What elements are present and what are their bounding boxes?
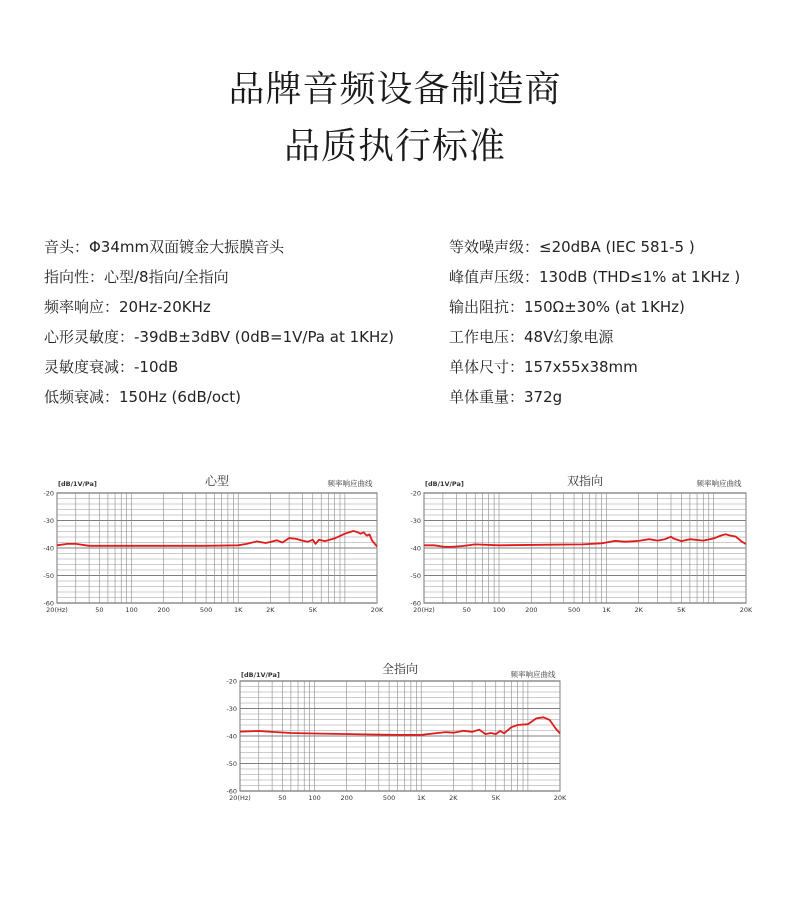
page-title: 品牌音频设备制造商 xyxy=(228,69,562,110)
spec-max-spl: 峰值声压级：130dB (THD≤1% at 1KHz ) xyxy=(449,268,741,286)
x-tick-label: 200 xyxy=(525,606,538,614)
x-tick-label: 200 xyxy=(157,606,170,614)
y-tick-label: -30 xyxy=(226,705,237,713)
x-tick-label: 1K xyxy=(602,606,611,614)
spec-capsule: 音头：Φ34mm双面镀金大振膜音头 xyxy=(44,238,285,256)
y-tick-label: -30 xyxy=(43,517,54,525)
x-tick-label: 200 xyxy=(340,794,353,802)
spec-low-cut: 低频衰减：150Hz (6dB/oct) xyxy=(44,388,241,406)
x-tick-label: 100 xyxy=(308,794,321,802)
x-tick-label: 20(Hz) xyxy=(229,794,251,802)
y-tick-label: -20 xyxy=(410,489,421,498)
x-tick-label: 100 xyxy=(125,606,138,614)
spec-noise-level: 等效噪声级：≤20dBA (IEC 581-5 ) xyxy=(449,238,695,256)
x-tick-label: 100 xyxy=(492,606,506,614)
chart-title: 双指向 xyxy=(566,474,604,488)
y-tick-label: -50 xyxy=(410,572,421,580)
spec-weight: 单体重量：372g xyxy=(449,388,563,406)
chart-caption: 频率响应曲线 xyxy=(327,479,373,488)
x-tick-label: 20K xyxy=(553,794,567,802)
response-curve xyxy=(424,534,746,547)
x-tick-label: 2K xyxy=(449,794,458,802)
x-tick-label: 2K xyxy=(266,606,275,614)
chart-unit-label: [dB/1V/Pa] xyxy=(425,480,464,488)
x-tick-label: 1K xyxy=(234,606,243,614)
y-tick-label: -50 xyxy=(226,760,237,768)
chart-cardioid xyxy=(43,473,384,614)
y-tick-label: -40 xyxy=(43,544,54,553)
spec-dimensions: 单体尺寸：157x55x38mm xyxy=(449,358,638,376)
x-tick-label: 5K xyxy=(677,606,686,614)
x-tick-label: 500 xyxy=(567,606,581,614)
y-tick-label: -60 xyxy=(43,599,54,608)
y-tick-label: -20 xyxy=(43,489,54,498)
x-tick-label: 20(Hz) xyxy=(46,606,68,614)
x-tick-label: 2K xyxy=(634,606,643,614)
spec-sensitivity: 心形灵敏度：-39dB±3dBV (0dB=1V/Pa at 1KHz) xyxy=(44,328,394,346)
chart-unit-label: [dB/1V/Pa] xyxy=(58,480,97,488)
x-tick-label: 20(Hz) xyxy=(413,606,435,614)
y-tick-label: -40 xyxy=(226,732,237,741)
x-tick-label: 500 xyxy=(382,794,396,802)
y-tick-label: -30 xyxy=(410,517,421,525)
spec-pad: 灵敏度衰减：-10dB xyxy=(44,358,179,376)
response-curve xyxy=(57,531,377,547)
chart-figure8 xyxy=(410,473,753,614)
x-tick-label: 20K xyxy=(739,606,753,614)
y-tick-label: -50 xyxy=(43,572,54,580)
y-tick-label: -60 xyxy=(226,787,237,796)
x-tick-label: 500 xyxy=(199,606,213,614)
spec-impedance: 输出阻抗：150Ω±30% (at 1KHz) xyxy=(449,298,685,316)
page-subtitle: 品质执行标准 xyxy=(283,126,506,167)
chart-caption: 频率响应曲线 xyxy=(696,479,742,488)
y-tick-label: -60 xyxy=(410,599,421,608)
spec-frequency-response: 频率响应：20Hz-20KHz xyxy=(44,298,211,316)
y-tick-label: -20 xyxy=(226,677,237,686)
chart-omni xyxy=(226,661,567,802)
chart-unit-label: [dB/1V/Pa] xyxy=(241,671,280,679)
x-tick-label: 1K xyxy=(417,794,426,802)
x-tick-label: 50 xyxy=(462,606,471,614)
spec-polar-pattern: 指向性：心型/8指向/全指向 xyxy=(44,268,229,286)
x-tick-label: 20K xyxy=(370,606,384,614)
x-tick-label: 5K xyxy=(308,606,317,614)
spec-power: 工作电压：48V幻象电源 xyxy=(449,328,614,346)
x-tick-label: 50 xyxy=(95,606,104,614)
x-tick-label: 5K xyxy=(491,794,500,802)
chart-title: 心型 xyxy=(204,474,230,488)
chart-title: 全指向 xyxy=(381,662,419,676)
chart-caption: 频率响应曲线 xyxy=(510,670,556,679)
response-curve xyxy=(240,717,560,735)
x-tick-label: 50 xyxy=(278,794,287,802)
y-tick-label: -40 xyxy=(410,544,421,553)
